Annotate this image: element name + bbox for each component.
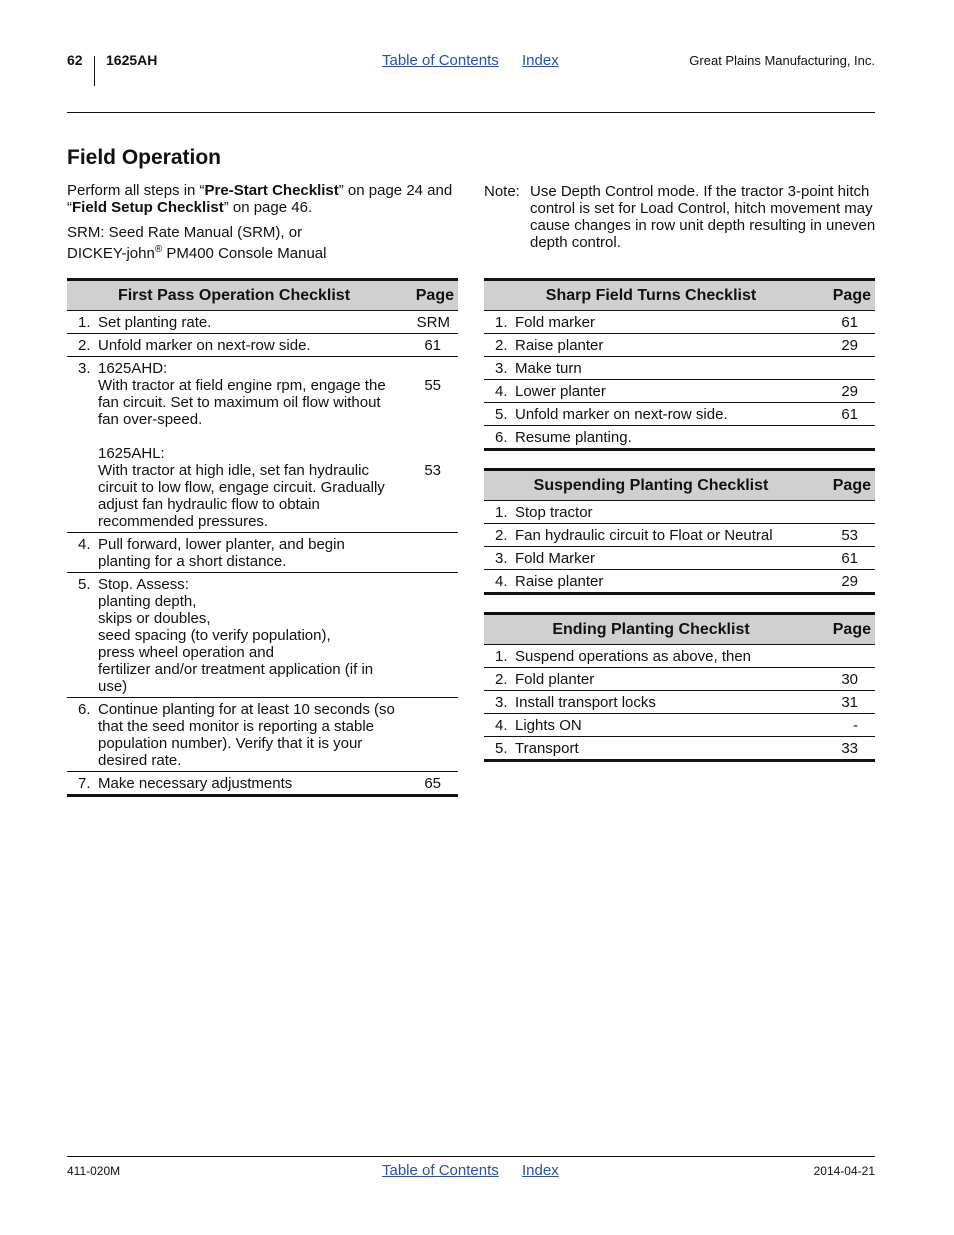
table-row bbox=[484, 334, 875, 357]
sharp-field-turns-checklist-table bbox=[484, 278, 875, 451]
table-title: Sharp Field Turns Checklist bbox=[484, 280, 818, 311]
step-line: 1625AHL: bbox=[98, 445, 165, 462]
page-number: 62 bbox=[67, 52, 83, 68]
table-title: Suspending Planting Checklist bbox=[484, 470, 818, 501]
table-row bbox=[67, 357, 458, 533]
step-line: Pull forward, lower planter, and begin planting for a short distance. bbox=[98, 536, 345, 570]
step-number bbox=[67, 698, 98, 772]
step-text: Suspend operations as above, then bbox=[515, 645, 818, 668]
step-number bbox=[67, 772, 98, 796]
step-page bbox=[401, 357, 458, 533]
step-text: Stop tractor bbox=[515, 501, 818, 524]
table-row bbox=[67, 772, 458, 796]
step-number bbox=[484, 547, 515, 570]
step-line: Make necessary adjustments bbox=[98, 775, 293, 792]
step-page: - bbox=[818, 714, 875, 737]
step-text bbox=[98, 772, 401, 796]
step-text: Lights ON bbox=[515, 714, 818, 737]
step-line: Continue planting for at least 10 seconds (so that the seed monitor is reporting a stable population number). Verify that it is your desired rate. bbox=[98, 701, 395, 769]
page-column-header: Page bbox=[818, 470, 875, 501]
step-text: Fold planter bbox=[515, 668, 818, 691]
step-page: 61 bbox=[818, 547, 875, 570]
intro-text bbox=[67, 182, 457, 270]
step-number bbox=[484, 501, 515, 524]
step-number-label: 1. bbox=[495, 504, 508, 521]
step-page: 33 bbox=[818, 737, 875, 761]
note-text: Use Depth Control mode. If the tractor 3-point hitch control is set for Load Control, hitch movement may cause changes in row unit depth resulting in uneven depth control. bbox=[530, 183, 876, 251]
step-number bbox=[484, 403, 515, 426]
step-page: 29 bbox=[818, 380, 875, 403]
step-line: press wheel operation and bbox=[98, 644, 274, 661]
table-row bbox=[67, 698, 458, 772]
step-page bbox=[818, 426, 875, 450]
table-row bbox=[484, 668, 875, 691]
step-line: Unfold marker on next-row side. bbox=[98, 337, 311, 354]
step-number bbox=[484, 524, 515, 547]
table-row bbox=[484, 380, 875, 403]
step-text bbox=[98, 311, 401, 334]
table-row bbox=[484, 645, 875, 668]
step-number-label: 4. bbox=[78, 536, 91, 553]
table-row bbox=[484, 311, 875, 334]
step-number-label: 3. bbox=[495, 694, 508, 711]
step-line: Stop. Assess: bbox=[98, 576, 189, 593]
table-row bbox=[67, 334, 458, 357]
step-number-label: 2. bbox=[495, 527, 508, 544]
step-number bbox=[484, 737, 515, 761]
step-text: Raise planter bbox=[515, 570, 818, 594]
step-line: fertilizer and/or treatment application (if in use) bbox=[98, 661, 374, 695]
spacer bbox=[98, 428, 401, 445]
step-page bbox=[818, 357, 875, 380]
page-column-header: Page bbox=[818, 614, 875, 645]
step-page: 53 bbox=[818, 524, 875, 547]
step-number-label: 2. bbox=[495, 671, 508, 688]
header-toc-link[interactable]: Table of Contents bbox=[382, 52, 499, 69]
srm-reference: SRM: Seed Rate Manual (SRM), or DICKEY-john® PM400 Console Manual bbox=[67, 224, 327, 262]
note-label: Note: bbox=[484, 183, 520, 200]
step-page bbox=[818, 501, 875, 524]
table-row bbox=[484, 691, 875, 714]
step-number-label: 1. bbox=[78, 314, 91, 331]
step-number-label: 5. bbox=[495, 406, 508, 423]
step-number bbox=[484, 691, 515, 714]
step-page bbox=[401, 698, 458, 772]
step-line: With tractor at field engine rpm, engage the fan circuit. Set to maximum oil flow without fan over-speed. bbox=[98, 377, 386, 428]
table-row bbox=[484, 403, 875, 426]
step-number-label: 6. bbox=[78, 701, 91, 718]
step-text bbox=[98, 573, 401, 698]
table-row bbox=[484, 570, 875, 594]
first-pass-checklist-table bbox=[67, 278, 458, 797]
step-page bbox=[401, 772, 458, 796]
step-page bbox=[401, 573, 458, 698]
step-text: Lower planter bbox=[515, 380, 818, 403]
step-text: Unfold marker on next-row side. bbox=[515, 403, 818, 426]
step-page bbox=[401, 311, 458, 334]
step-number-label: 2. bbox=[78, 337, 91, 354]
page-ref: 61 bbox=[424, 337, 441, 354]
footer-toc-link[interactable]: Table of Contents bbox=[382, 1162, 499, 1179]
step-page bbox=[818, 645, 875, 668]
step-number bbox=[484, 334, 515, 357]
header-rule bbox=[67, 112, 875, 113]
step-number-label: 4. bbox=[495, 573, 508, 590]
step-number-label: 4. bbox=[495, 383, 508, 400]
step-number-label: 5. bbox=[78, 576, 91, 593]
page-column-header: Page bbox=[818, 280, 875, 311]
step-page: 30 bbox=[818, 668, 875, 691]
table-row bbox=[484, 524, 875, 547]
step-number bbox=[484, 570, 515, 594]
table-row bbox=[484, 714, 875, 737]
step-number-label: 3. bbox=[78, 360, 91, 377]
step-text: Raise planter bbox=[515, 334, 818, 357]
step-number-label: 2. bbox=[495, 337, 508, 354]
step-text: Install transport locks bbox=[515, 691, 818, 714]
step-page bbox=[401, 533, 458, 573]
header-divider bbox=[94, 56, 95, 86]
step-line: seed spacing (to verify population), bbox=[98, 627, 331, 644]
step-number-label: 3. bbox=[495, 360, 508, 377]
step-number bbox=[67, 357, 98, 533]
document-code: 411-020M bbox=[67, 1164, 121, 1178]
page-title: Field Operation bbox=[67, 146, 222, 169]
page-ref: 55 bbox=[424, 377, 441, 394]
step-page: 61 bbox=[818, 311, 875, 334]
step-page: 29 bbox=[818, 570, 875, 594]
step-text bbox=[98, 357, 401, 533]
step-line: planting depth, bbox=[98, 593, 197, 610]
revision-date: 2014-04-21 bbox=[813, 1164, 875, 1178]
step-number-label: 1. bbox=[495, 648, 508, 665]
table-row bbox=[484, 547, 875, 570]
table-row bbox=[67, 311, 458, 334]
step-text: Transport bbox=[515, 737, 818, 761]
step-line: Set planting rate. bbox=[98, 314, 212, 331]
table-title: First Pass Operation Checklist bbox=[67, 280, 401, 311]
step-text bbox=[98, 533, 401, 573]
step-text bbox=[98, 698, 401, 772]
header-index-link[interactable]: Index bbox=[522, 52, 559, 69]
table-row bbox=[484, 737, 875, 761]
step-number bbox=[484, 357, 515, 380]
page-ref: 65 bbox=[424, 775, 441, 792]
company-name: Great Plains Manufacturing, Inc. bbox=[689, 53, 875, 68]
step-text bbox=[98, 334, 401, 357]
step-number bbox=[484, 380, 515, 403]
step-number bbox=[67, 334, 98, 357]
step-page: 29 bbox=[818, 334, 875, 357]
step-number bbox=[484, 426, 515, 450]
table-row bbox=[484, 501, 875, 524]
step-page: 31 bbox=[818, 691, 875, 714]
intro-paragraph: Perform all steps in “Pre-Start Checklist” on page 24 and “Field Setup Checklist” on page 46. bbox=[67, 182, 453, 216]
step-line: 1625AHD: bbox=[98, 360, 168, 377]
depth-control-note bbox=[484, 183, 876, 251]
step-number bbox=[484, 714, 515, 737]
step-number bbox=[67, 573, 98, 698]
step-number-label: 4. bbox=[495, 717, 508, 734]
step-text: Resume planting. bbox=[515, 426, 818, 450]
step-page: 61 bbox=[818, 403, 875, 426]
suspending-planting-checklist-table bbox=[484, 468, 875, 595]
step-page bbox=[401, 334, 458, 357]
model-name: 1625AH bbox=[106, 52, 158, 68]
table-row bbox=[67, 573, 458, 698]
ending-planting-checklist-table bbox=[484, 612, 875, 762]
step-number-label: 5. bbox=[495, 740, 508, 757]
footer-index-link[interactable]: Index bbox=[522, 1162, 559, 1179]
page-ref: 53 bbox=[424, 462, 441, 479]
table-row bbox=[67, 533, 458, 573]
table-row bbox=[484, 357, 875, 380]
step-number bbox=[67, 311, 98, 334]
step-number bbox=[484, 311, 515, 334]
footer-rule bbox=[67, 1156, 875, 1157]
step-line: skips or doubles, bbox=[98, 610, 211, 627]
step-number-label: 7. bbox=[78, 775, 91, 792]
step-text: Make turn bbox=[515, 357, 818, 380]
table-row bbox=[484, 426, 875, 450]
step-number-label: 3. bbox=[495, 550, 508, 567]
table-title: Ending Planting Checklist bbox=[484, 614, 818, 645]
step-number-label: 1. bbox=[495, 314, 508, 331]
step-number-label: 6. bbox=[495, 429, 508, 446]
step-text: Fold marker bbox=[515, 311, 818, 334]
step-text: Fan hydraulic circuit to Float or Neutral bbox=[515, 524, 818, 547]
page-ref: SRM bbox=[416, 314, 450, 331]
step-line: With tractor at high idle, set fan hydraulic circuit to low flow, engage circuit. Gradually adjust fan hydraulic flow to obtain recommended pressures. bbox=[98, 462, 385, 530]
page-column-header: Page bbox=[401, 280, 458, 311]
step-number bbox=[484, 645, 515, 668]
step-number bbox=[484, 668, 515, 691]
step-text: Fold Marker bbox=[515, 547, 818, 570]
step-number bbox=[67, 533, 98, 573]
